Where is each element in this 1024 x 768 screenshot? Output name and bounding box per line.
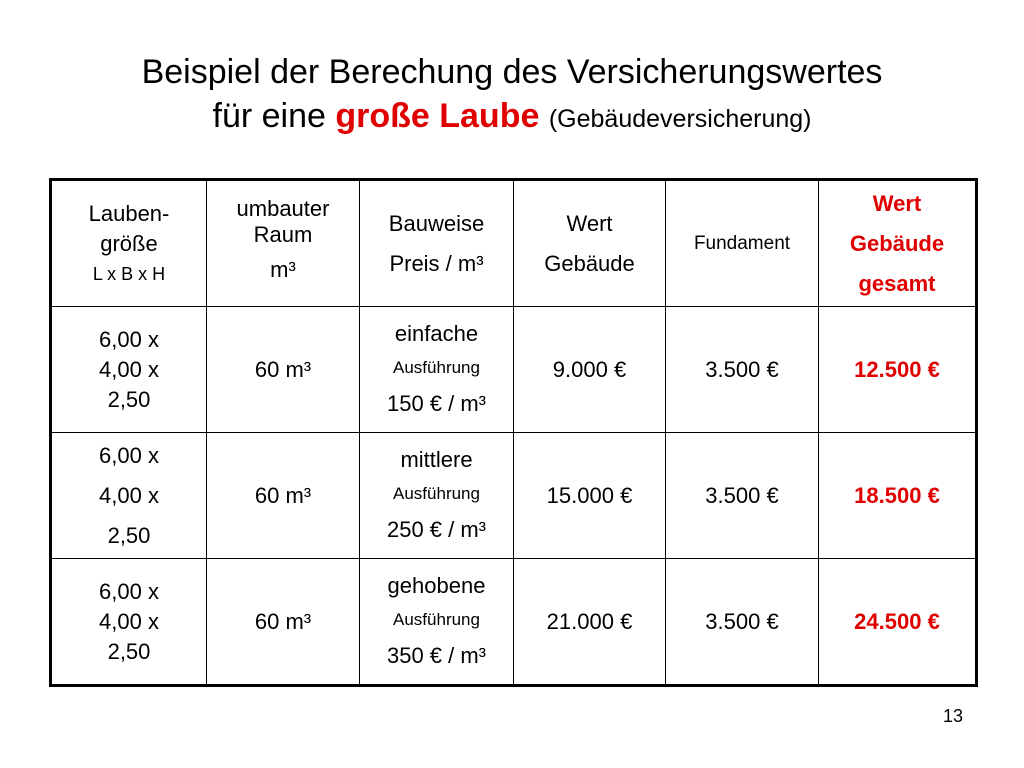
construction-execution: Ausführung	[393, 483, 480, 503]
volume-value: 60 m³	[254, 482, 312, 508]
header-size-line-3: L x B x H	[92, 263, 166, 284]
cell-size	[51, 559, 207, 686]
size-height: 2,50	[107, 386, 151, 412]
construction-execution: Ausführung	[393, 609, 480, 629]
header-foundation	[666, 180, 819, 307]
cell-building-value	[514, 307, 666, 433]
cell-building-value	[514, 559, 666, 686]
header-total-line-2: Gebäude	[849, 230, 945, 256]
title-line-2-suffix: (Gebäudeversicherung)	[548, 105, 812, 133]
total-value: 12.500 €	[854, 356, 940, 382]
cell-volume	[207, 433, 360, 559]
cell-foundation	[666, 307, 819, 433]
volume-value: 60 m³	[254, 608, 312, 634]
construction-price: 150 € / m³	[386, 390, 487, 416]
cell-size	[51, 307, 207, 433]
size-length: 6,00 x	[99, 578, 159, 604]
title-line-2-prefix: für eine	[212, 97, 336, 135]
cell-total	[819, 559, 977, 686]
header-building-value	[514, 180, 666, 307]
volume-value: 60 m³	[254, 356, 312, 382]
header-construction-line-1: Bauweise	[388, 210, 485, 236]
header-foundation-line-1: Fundament	[693, 232, 791, 254]
cell-foundation	[666, 559, 819, 686]
header-construction-line-2: Preis / m³	[389, 250, 484, 276]
cell-total	[819, 307, 977, 433]
title-line-1: Beispiel der Berechung des Versicherungswertes	[141, 53, 883, 91]
construction-type: mittlere	[400, 446, 473, 472]
title-accent: große Laube	[335, 97, 540, 135]
building-value: 15.000 €	[546, 482, 633, 508]
building-value: 9.000 €	[552, 356, 627, 382]
size-height: 2,50	[107, 522, 151, 548]
header-building-value-line-2: Gebäude	[544, 250, 635, 276]
header-size	[51, 180, 207, 307]
cell-foundation	[666, 433, 819, 559]
slide-title	[0, 50, 1024, 141]
header-construction	[360, 180, 514, 307]
table-header-row	[51, 180, 977, 307]
header-volume-line-1: umbauter	[236, 195, 330, 221]
foundation-value: 3.500 €	[705, 608, 779, 634]
header-total-line-1: Wert	[872, 190, 922, 216]
cell-construction	[360, 307, 514, 433]
header-volume-line-3: m³	[270, 256, 296, 282]
page-number: 13	[942, 706, 963, 726]
foundation-value: 3.500 €	[705, 482, 779, 508]
header-size-line-2: größe	[100, 230, 158, 256]
construction-execution: Ausführung	[393, 357, 480, 377]
size-length: 6,00 x	[99, 326, 159, 352]
size-length: 6,00 x	[99, 442, 159, 468]
header-total	[819, 180, 977, 307]
header-volume	[207, 180, 360, 307]
header-building-value-line-1: Wert	[566, 210, 613, 236]
cell-total	[819, 433, 977, 559]
building-value: 21.000 €	[546, 608, 633, 634]
cell-construction	[360, 559, 514, 686]
cell-size	[51, 433, 207, 559]
construction-type: einfache	[394, 320, 479, 346]
cell-volume	[207, 559, 360, 686]
total-value: 24.500 €	[854, 608, 940, 634]
construction-type: gehobene	[387, 572, 486, 598]
size-height: 2,50	[107, 638, 151, 664]
foundation-value: 3.500 €	[705, 356, 779, 382]
insurance-value-table	[49, 178, 978, 687]
table-row	[51, 307, 977, 433]
cell-volume	[207, 307, 360, 433]
table-row	[51, 559, 977, 686]
total-value: 18.500 €	[854, 482, 940, 508]
size-width: 4,00 x	[99, 356, 159, 382]
construction-price: 250 € / m³	[386, 516, 487, 542]
title-line-2	[0, 94, 1024, 141]
cell-construction	[360, 433, 514, 559]
size-width: 4,00 x	[99, 608, 159, 634]
header-total-line-3: gesamt	[858, 270, 936, 296]
header-volume-line-2: Raum	[253, 221, 313, 247]
size-width: 4,00 x	[99, 482, 159, 508]
table-row	[51, 433, 977, 559]
construction-price: 350 € / m³	[386, 642, 487, 668]
cell-building-value	[514, 433, 666, 559]
header-size-line-1: Lauben-	[88, 200, 170, 226]
